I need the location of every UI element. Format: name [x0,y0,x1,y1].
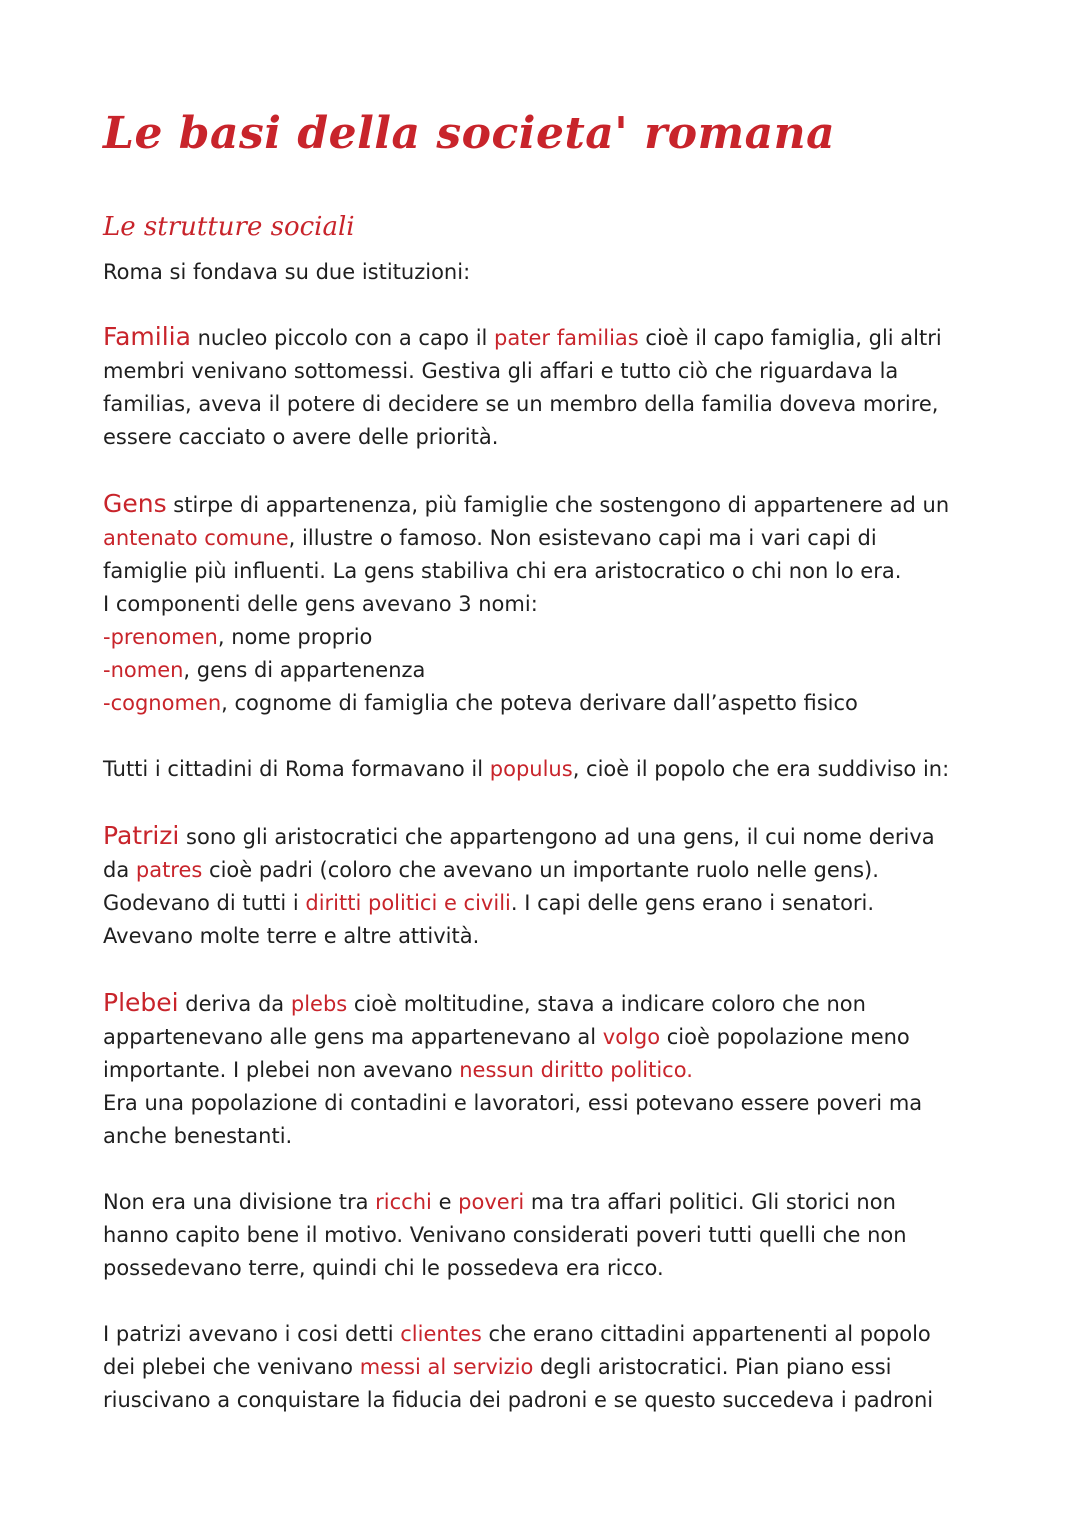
term-populus: populus [489,757,573,781]
text-line: famiglie più influenti. La gens stabiliva chi era aristocratico o chi non lo era. [103,559,902,583]
text: cioè moltitudine, stava a indicare coloro che non [347,992,866,1016]
term-nessun-diritto: nessun diritto politico. [459,1058,693,1082]
text: deriva da [178,992,291,1016]
patrizi-paragraph [103,819,1003,953]
term-plebei: Plebei [103,988,179,1017]
text: nucleo piccolo con a capo il [190,326,495,350]
list-item [103,654,1003,687]
list-item [103,621,1003,654]
term-pater-familias: pater familias [494,326,639,350]
term-prenomen: -prenomen [103,625,218,649]
term-messi-al-servizio: messi al servizio [359,1355,534,1379]
text: cioè il capo famiglia, gli altri [638,326,942,350]
text: , gens di appartenenza [183,658,426,682]
text: ma tra affari politici. Gli storici non [524,1190,896,1214]
term-patrizi: Patrizi [103,821,180,850]
term-diritti: diritti politici e civili [305,891,511,915]
text-line: familias, aveva il potere di decidere se un membro della familia doveva morire, [103,392,939,416]
plebei-paragraph [103,986,1003,1153]
term-familia: Familia [103,322,191,351]
familia-paragraph [103,320,1003,454]
text: stirpe di appartenenza, più famiglie che sostengono di appartenere ad un [166,493,950,517]
term-plebs: plebs [290,992,348,1016]
text: sono gli aristocratici che appartengono ad una gens, il cui nome deriva [179,825,935,849]
text: Tutti i cittadini di Roma formavano il [103,757,490,781]
populus-paragraph [103,753,1003,786]
term-cognomen: -cognomen [103,691,222,715]
text-line: riuscivano a conquistare la fiducia dei padroni e se questo succedeva i padroni [103,1388,934,1412]
text: . I capi delle gens erano i senatori. [510,891,875,915]
text: Godevano di tutti i [103,891,306,915]
text-line: Era una popolazione di contadini e lavoratori, essi potevano essere poveri ma [103,1091,923,1115]
text: , cioè il popolo che era suddiviso in: [572,757,950,781]
text-line: essere cacciato o avere delle priorità. [103,425,499,449]
term-antenato-comune: antenato comune [103,526,289,550]
text: e [431,1190,459,1214]
text: cioè popolazione meno [660,1025,910,1049]
text-line: possedevano terre, quindi chi le possedeva era ricco. [103,1256,664,1280]
text: da [103,858,136,882]
intro-paragraph: Roma si fondava su due istituzioni: [103,260,471,284]
page-title: Le basi della societa' romana [103,108,836,159]
text: , nome proprio [217,625,373,649]
section-heading: Le strutture sociali [103,212,355,242]
text: importante. I plebei non avevano [103,1058,460,1082]
text: dei plebei che venivano [103,1355,360,1379]
term-patres: patres [135,858,203,882]
text: , cognome di famiglia che poteva derivare dall’aspetto fisico [221,691,858,715]
term-gens: Gens [103,489,167,518]
term-nomen: -nomen [103,658,184,682]
text-line: Avevano molte terre e altre attività. [103,924,480,948]
list-item [103,687,1003,720]
text-line: membri venivano sottomessi. Gestiva gli affari e tutto ciò che riguardava la [103,359,899,383]
text-line: anche benestanti. [103,1124,293,1148]
term-ricchi: ricchi [375,1190,432,1214]
term-volgo: volgo [602,1025,661,1049]
clientes-paragraph [103,1318,1003,1417]
text: , illustre o famoso. Non esistevano capi ma i vari capi di [288,526,877,550]
document-body [103,256,1003,1417]
text: I patrizi avevano i cosi detti [103,1322,401,1346]
term-clientes: clientes [400,1322,482,1346]
gens-paragraph [103,487,1003,720]
term-poveri: poveri [458,1190,525,1214]
text: appartenevano alle gens ma appartenevano al [103,1025,603,1049]
text: Non era una divisione tra [103,1190,376,1214]
text: cioè padri (coloro che avevano un importante ruolo nelle gens). [202,858,879,882]
text: che erano cittadini appartenenti al popolo [481,1322,931,1346]
text: degli aristocratici. Pian piano essi [533,1355,892,1379]
divisione-paragraph [103,1186,1003,1285]
text-line: hanno capito bene il motivo. Venivano considerati poveri tutti quelli che non [103,1223,907,1247]
text-line: I componenti delle gens avevano 3 nomi: [103,592,538,616]
